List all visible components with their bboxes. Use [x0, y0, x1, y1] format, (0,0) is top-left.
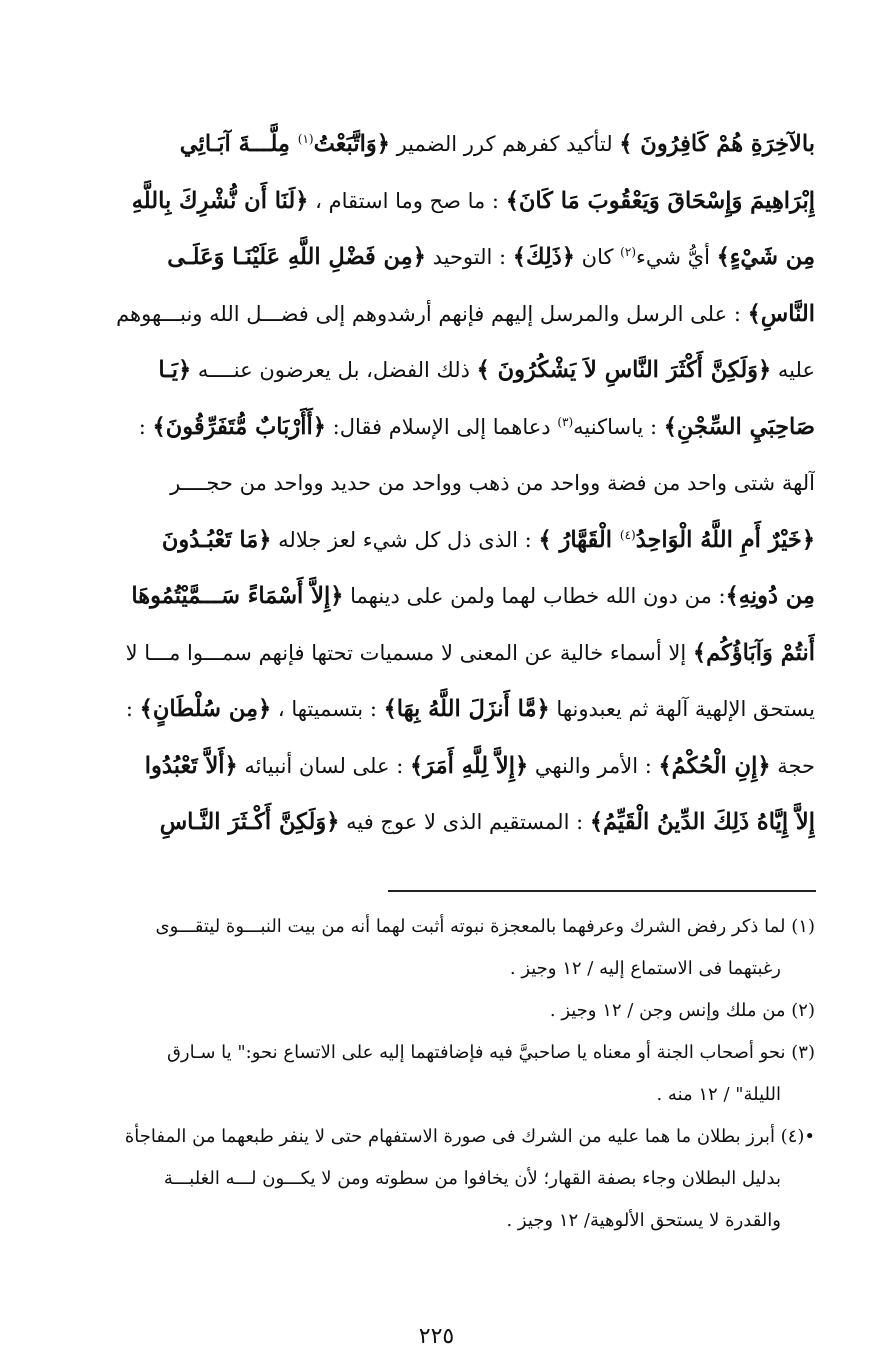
commentary-text: :	[125, 697, 140, 721]
text-line	[70, 399, 815, 456]
quran-verse-text: ﴿وَلَكِنَّ أَكْـثَرَ النَّـاسِ	[159, 809, 340, 835]
commentary-text: دعاهما إلى الإسلام فقال:	[325, 414, 558, 439]
quran-verse-text: مِن دُونِهِ﴾	[725, 583, 815, 609]
quran-verse-text: ﴿مَّا أَنزَلَ اللَّهُ بِهَا﴾	[383, 696, 550, 722]
footnote-line: (٣) نحو أصحاب الجنة أو معناه يا صاحبيَّ فيه فإضافتهما إليه على الاتساع نحو:" يا سـارق	[166, 1042, 815, 1063]
footnote-line: والقدرة لا يستحق الألوهية/ ١٢ وجيز .	[506, 1210, 781, 1231]
quran-verse-text: الْقَهَّارُ ﴾	[538, 526, 620, 553]
quran-verse-text: ﴿ذَلِكَ﴾	[512, 244, 575, 270]
commentary-text: إلا أسماء خالية عن المعنى لا مسميات تحتها فإنهم سمـــوا مـــا لا	[125, 640, 693, 665]
commentary-text: : ما صح وما استقام ،	[308, 188, 506, 213]
main-text	[70, 116, 815, 851]
commentary-text: : من دون الله خطاب لهما ولمن على دينهما	[343, 584, 726, 608]
text-line	[70, 512, 815, 569]
commentary-text: كان	[575, 245, 621, 269]
commentary-text: :	[138, 414, 153, 439]
commentary-text: أيُّ شيء	[636, 245, 717, 269]
quran-verse-text: ﴿أَأَرْبَابٌ مُّتَفَرِّقُونَ﴾	[152, 413, 326, 440]
quran-verse-text: بالآخِرَةِ هُمْ كَافِرُونَ ﴾	[619, 131, 815, 157]
text-line	[70, 173, 815, 230]
quran-verse-text: أَنتُمْ وَآبَاؤُكُم﴾	[692, 639, 815, 666]
commentary-text: حجة	[770, 753, 815, 778]
commentary-text: عليه	[771, 358, 815, 382]
footnote-line: (٢) من ملك وإنس وجن / ١٢ وجيز .	[549, 1000, 815, 1021]
footnote-marker: (٤)	[619, 527, 636, 542]
footnote-line: •(٤) أبرز بطلان ما هما عليه من الشرك فى صورة الاستفهام حتى لا ينفر طبعهما من المفاجأة	[124, 1126, 815, 1147]
text-line	[70, 455, 815, 512]
quran-verse-text: ﴿مِن فَضْلِ اللَّهِ عَلَيْنَـا وَعَلَـى	[167, 244, 426, 270]
quran-verse-text: ﴿وَلَكِنَّ أَكْثَرَ النَّاسِ لاَ يَشْكُرُونَ ﴾	[476, 357, 772, 383]
commentary-text: يستحق الإلهية آلهة ثم يعبدونها	[549, 697, 815, 721]
quran-verse-text: ﴿مَا تَعْبُـدُونَ	[161, 526, 272, 553]
quran-verse-text: النَّاسِ﴾	[747, 300, 815, 327]
text-line	[70, 342, 815, 399]
quran-verse-text: ﴿إِلاَّ أَسْمَاءً سَـــمَّيْتُمُوهَا	[131, 583, 344, 609]
footnote-line: الليلة" / ١٢ منه .	[656, 1084, 781, 1105]
quran-verse-text: إِلاَّ إِيَّاهُ ذَلِكَ الدِّينُ الْقَيِّمُ﴾	[589, 809, 815, 835]
text-line	[70, 568, 815, 625]
commentary-text: لتأكيد كفرهم كرر الضمير	[389, 132, 620, 156]
commentary-text: ذلك الفضل، بل يعرضون عنــــه	[191, 358, 477, 382]
quran-verse-text: ﴿إِلاَّ لِلَّهِ أَمَرَ﴾	[409, 752, 529, 779]
page-number: ٢٢٥	[418, 1324, 455, 1349]
commentary-text: : بتسميتها ،	[271, 697, 384, 721]
text-line	[70, 794, 815, 851]
quran-verse-text: ﴿وَاتَّبَعْتُ	[313, 131, 390, 157]
footnote-separator	[388, 890, 816, 892]
commentary-text: : على لسان أنبيائه	[237, 753, 410, 778]
quran-verse-text: ﴿أَلاَّ تَعْبُدُوا	[144, 752, 238, 779]
footnote-marker: (٢)	[620, 245, 636, 259]
footnote-line: رغبتهما فى الاستماع إليه / ١٢ وجيز .	[509, 958, 781, 979]
quran-verse-text: إِبْرَاهِيمَ وَإِسْحَاقَ وَيَعْقُوبَ مَا كَانَ﴾	[505, 187, 815, 214]
commentary-text: : التوحيد	[425, 245, 513, 269]
quran-verse-text: ﴿إِنِ الْحُكْمُ﴾	[658, 752, 771, 779]
quran-verse-text: ﴿لَنَا أَن نُّشْرِكَ بِاللَّهِ	[131, 187, 309, 214]
commentary-text: : الأمر والنهي	[528, 753, 659, 778]
text-line	[70, 229, 815, 286]
quran-verse-text: ﴿يَـا	[158, 357, 192, 383]
text-line	[70, 738, 815, 795]
text-line	[70, 625, 815, 682]
commentary-text: : الذى ذل كل شيء لعز جلاله	[271, 527, 539, 552]
quran-verse-text: مِلَّـــةَ آبَـائِي	[179, 131, 298, 157]
commentary-text: : ياساكنيه	[573, 414, 664, 439]
text-line	[70, 286, 815, 343]
footnote-marker: (١)	[297, 132, 314, 146]
footnotes	[70, 906, 815, 1242]
text-line	[70, 681, 815, 738]
footnote-marker: (٣)	[557, 414, 574, 429]
footnote-line: (١) لما ذكر رفض الشرك وعرفهما بالمعجزة نبوته أثبت لهما أنه من بيت النبـــوة ليتقـــوى	[155, 916, 815, 937]
quran-verse-text: صَاحِبَيِ السِّجْنِ﴾	[663, 413, 815, 440]
quran-verse-text: ﴿مِن سُلْطَانٍ﴾	[139, 696, 272, 722]
footnote-line: بدليل البطلان وجاء بصفة القهار؛ لأن يخافوا من سطوته ومن لا يكـــون لـــه الغلبـــة	[163, 1168, 781, 1189]
commentary-text: : على الرسل والمرسل إليهم فإنهم أرشدوهم إلى فضـــل الله ونبـــهوهم	[116, 301, 748, 326]
quran-verse-text: مِن شَيْءٍ﴾	[716, 244, 815, 270]
quran-verse-text: ﴿خَيْرٌ أَمِ اللَّهُ الْوَاحِدُ	[635, 526, 815, 553]
commentary-text: : المستقيم الذى لا عوج فيه	[339, 810, 590, 834]
commentary-text: آلهة شتى واحد من فضة وواحد من ذهب وواحد من حديد وواحد من حجــــر	[170, 471, 815, 495]
text-line	[70, 116, 815, 173]
